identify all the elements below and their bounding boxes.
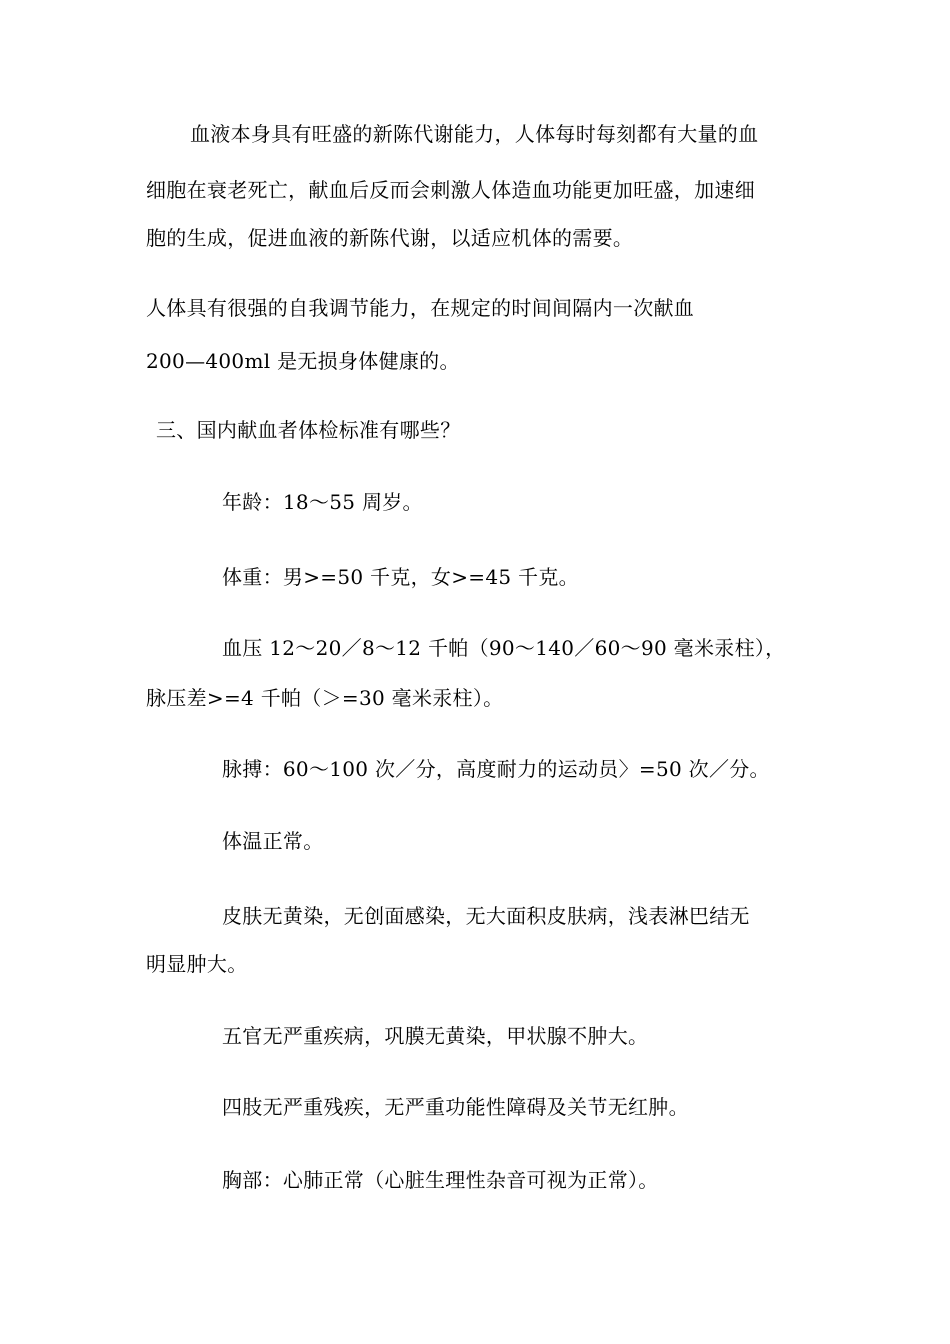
- para1-line3: 胞的生成，促进血液的新陈代谢，以适应机体的需要。: [146, 226, 634, 250]
- para2-line2: 200—400ml 是无损身体健康的。: [146, 349, 460, 373]
- item-blood-pressure-line2: 脉压差>=4 千帕（＞=30 毫米汞柱）。: [146, 686, 504, 710]
- item-limbs: 四肢无严重残疾，无严重功能性障碍及关节无红肿。: [222, 1095, 689, 1119]
- item-blood-pressure-line1: 血压 12～20／8～12 千帕（90～140／60～90 毫米汞柱），: [222, 636, 786, 660]
- para1-line2: 细胞在衰老死亡，献血后反而会刺激人体造血功能更加旺盛，加速细: [146, 178, 755, 202]
- para2-line1: 人体具有很强的自我调节能力，在规定的时间间隔内一次献血: [146, 296, 695, 320]
- item-temperature: 体温正常。: [222, 829, 324, 853]
- item-chest: 胸部：心肺正常（心脏生理性杂音可视为正常）。: [222, 1168, 659, 1192]
- item-skin-line2: 明显肿大。: [146, 952, 248, 976]
- item-weight: 体重：男>=50 千克，女>=45 千克。: [222, 565, 579, 589]
- item-age: 年龄：18～55 周岁。: [222, 490, 423, 514]
- item-pulse: 脉搏：60～100 次／分，高度耐力的运动员〉=50 次／分。: [222, 757, 770, 781]
- para1-line1: 血液本身具有旺盛的新陈代谢能力，人体每时每刻都有大量的血: [190, 122, 759, 146]
- item-facial: 五官无严重疾病，巩膜无黄染，甲状腺不肿大。: [222, 1024, 649, 1048]
- section-heading: 三、国内献血者体检标准有哪些？: [156, 418, 461, 442]
- item-skin-line1: 皮肤无黄染，无创面感染，无大面积皮肤病，浅表淋巴结无: [222, 904, 750, 928]
